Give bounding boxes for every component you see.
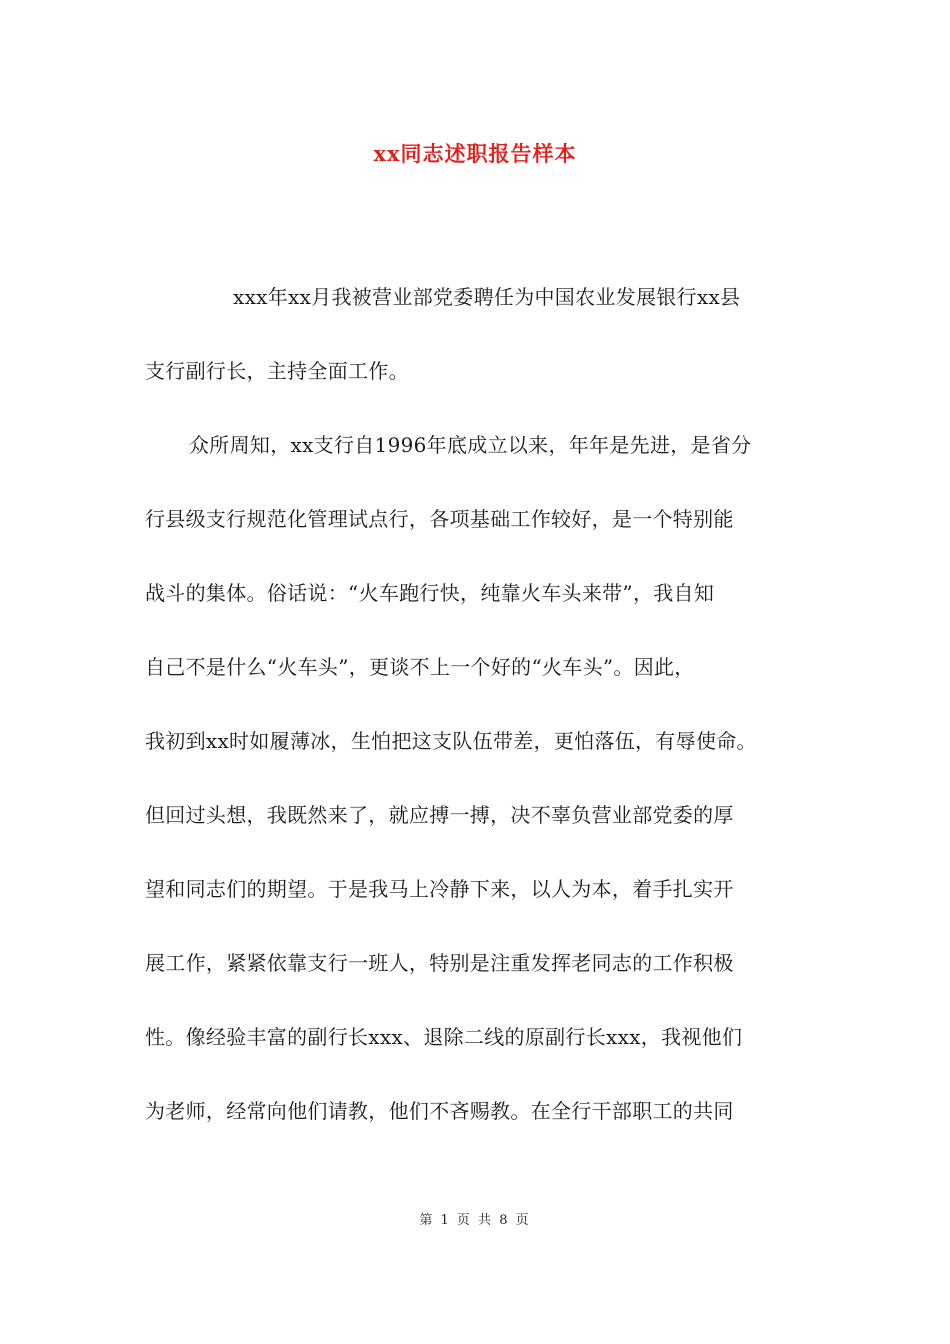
page-number-footer: 第 1 页 共 8 页 bbox=[419, 1213, 531, 1228]
paragraph-line: 性。像经验丰富的副行长xxx、退除二线的原副行长xxx，我视他们 bbox=[145, 1025, 743, 1049]
paragraph-line: 我初到xx时如履薄冰，生怕把这支队伍带差，更怕落伍，有辱使命。 bbox=[145, 729, 757, 753]
paragraph-line: 行县级支行规范化管理试点行，各项基础工作较好，是一个特别能 bbox=[145, 507, 734, 531]
paragraph-line: 支行副行长，主持全面工作。 bbox=[145, 359, 409, 383]
paragraph-line: 但回过头想，我既然来了，就应搏一搏，决不辜负营业部党委的厚 bbox=[145, 803, 734, 827]
document-title: xx同志述职报告样本 bbox=[373, 141, 577, 166]
paragraph-line: 为老师，经常向他们请教，他们不吝赐教。在全行干部职工的共同 bbox=[145, 1099, 734, 1123]
paragraph-line: 战斗的集体。俗话说：“火车跑行快，纯靠火车头来带”，我自知 bbox=[145, 581, 715, 605]
paragraph-line: 自己不是什么“火车头”，更谈不上一个好的“火车头”。因此， bbox=[145, 655, 695, 679]
paragraph-line: xxx年xx月我被营业部党委聘任为中国农业发展银行xx县 bbox=[233, 285, 741, 309]
paragraph-line: 众所周知，xx支行自1996年底成立以来，年年是先进，是省分 bbox=[189, 433, 752, 457]
paragraph-line: 展工作，紧紧依靠支行一班人，特别是注重发挥老同志的工作积极 bbox=[145, 951, 734, 975]
paragraph-line: 望和同志们的期望。于是我马上冷静下来，以人为本，着手扎实开 bbox=[145, 877, 734, 901]
